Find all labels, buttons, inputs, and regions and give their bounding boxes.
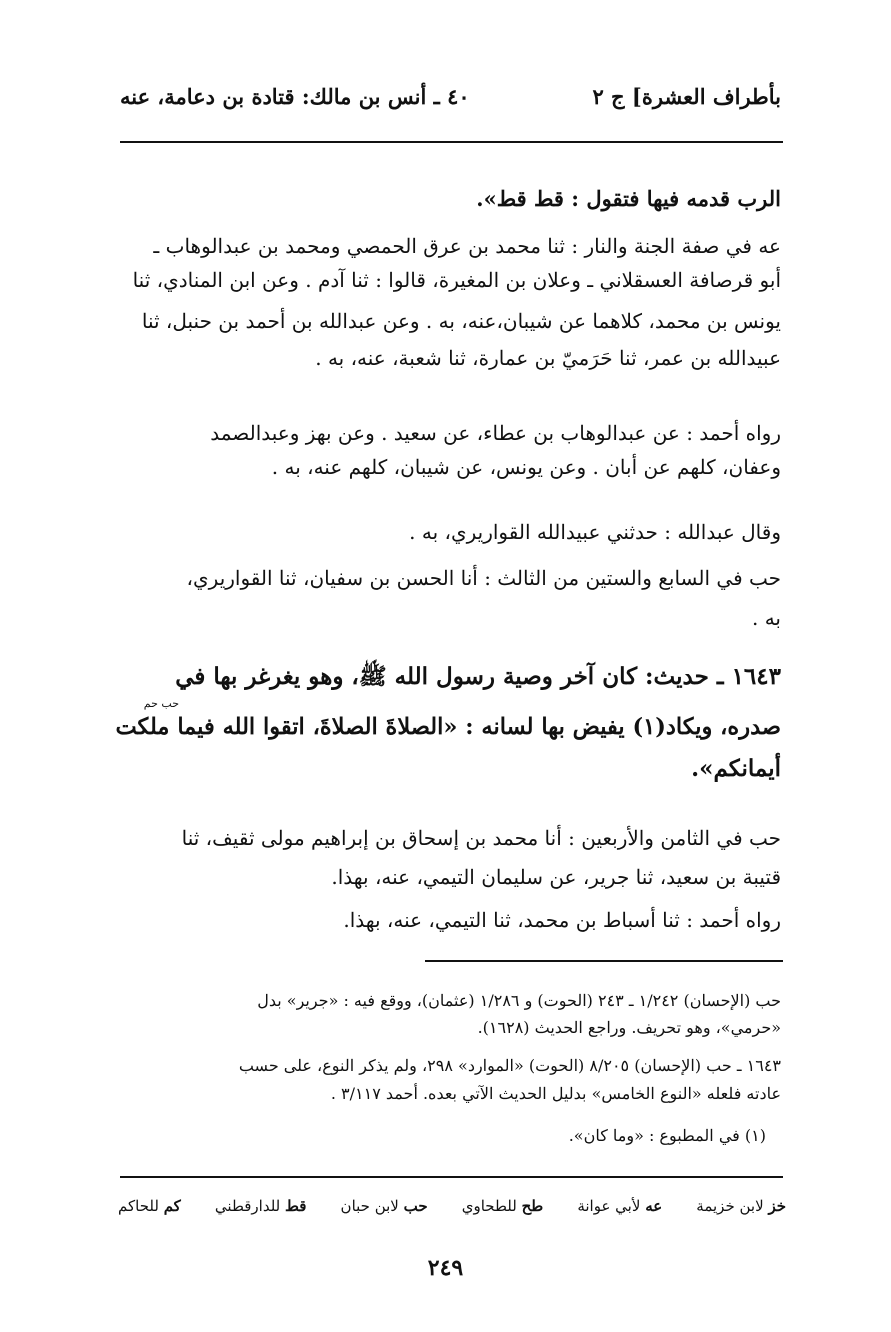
- running-header: [120, 84, 781, 124]
- sigla-item: كم للحاكم: [118, 1197, 181, 1215]
- text-line: عه في صفة الجنة والنار : ثنا محمد بن عرق الحمصي ومحمد بن عبدالوهاب ـ: [153, 234, 781, 258]
- hadith-text: أيمانكم».: [691, 755, 781, 782]
- sigla-item: حب لابن حبان: [340, 1197, 428, 1215]
- text-line: رواه أحمد : ثنا أسباط بن محمد، ثنا التيمي، عنه، بهذا.: [343, 908, 781, 932]
- text-line: وقال عبدالله : حدثني عبيدالله القواريري، به .: [409, 520, 781, 544]
- page-number: ٢٤٩: [427, 1255, 464, 1281]
- text-line: عبيدالله بن عمر، ثنا حَرَميّ بن عمارة، ثنا شعبة، عنه، به .: [315, 346, 781, 370]
- sigla-item: قط للدارقطني: [214, 1197, 307, 1215]
- sigla-item: خز لابن خزيمة: [696, 1197, 786, 1215]
- text-line: وعفان، كلهم عن أبان . وعن يونس، عن شيبان، كلهم عنه، به .: [271, 455, 781, 479]
- footnote-separator: [425, 960, 783, 962]
- text-line: الرب قدمه فيها فتقول : قط قط».: [476, 186, 781, 211]
- text-line: أبو قرصافة العسقلاني ـ وعلان بن المغيرة، قالوا : ثنا آدم . وعن ابن المنادي، ثنا: [132, 268, 781, 292]
- sigla-rule: [120, 1176, 783, 1178]
- footnote-line: «حرمي»، وهو تحريف. وراجع الحديث (١٦٢٨).: [477, 1018, 781, 1037]
- sigla-item: طح للطحاوي: [461, 1197, 544, 1215]
- text-line: قتيبة بن سعيد، ثنا جرير، عن سليمان التيمي، عنه، بهذا.: [331, 865, 781, 889]
- header-book-title: بأطراف العشرة] ج ٢: [592, 84, 781, 109]
- hadith-text: صدره، ويكاد(١) يفيض بها لسانه : «الصلاةَ الصلاةَ، اتقوا الله فيما ملكت: [115, 714, 781, 740]
- footnote-line: عادته فلعله «النوع الخامس» بدليل الحديث الآتي بعده. أحمد ٣/١١٧ .: [330, 1084, 781, 1103]
- hadith-heading: ١٦٤٣ ـ حديث: كان آخر وصية رسول الله ﷺ، وهو يغرغر بها في: [175, 663, 781, 690]
- text-line: به .: [751, 606, 781, 630]
- text-line: حب في السابع والستين من الثالث : أنا الحسن بن سفيان، ثنا القواريري،: [186, 566, 781, 590]
- sigla-item: عه لأبي عوانة: [577, 1197, 663, 1215]
- footnote-line: (١) في المطبوع : «وما كان».: [568, 1126, 766, 1145]
- text-line: حب في الثامن والأربعين : أنا محمد بن إسحاق بن إبراهيم مولى ثقيف، ثنا: [181, 826, 781, 850]
- footnote-line: ١٦٤٣ ـ حب (الإحسان) ٨/٢٠٥ (الحوت) «الموارد» ٢٩٨، ولم يذكر النوع، على حسب: [238, 1056, 781, 1075]
- text-line: رواه أحمد : عن عبدالوهاب بن عطاء، عن سعيد . وعن بهز وعبدالصمد: [210, 421, 781, 445]
- text-line: يونس بن محمد، كلاهما عن شيبان،عنه، به . وعن عبدالله بن أحمد بن حنبل، ثنا: [141, 309, 781, 333]
- header-section-title: ٤٠ ـ أنس بن مالك: قتادة بن دعامة، عنه: [120, 84, 470, 109]
- header-rule: [120, 141, 783, 143]
- footnote-line: حب (الإحسان) ١/٢٤٢ ـ ٢٤٣ (الحوت) و ١/٢٨٦ (عثمان)، ووقع فيه : «جرير» بدل: [257, 991, 781, 1010]
- hadith-marginal-note: حب حم: [143, 697, 179, 710]
- sigla-legend: [118, 1197, 786, 1215]
